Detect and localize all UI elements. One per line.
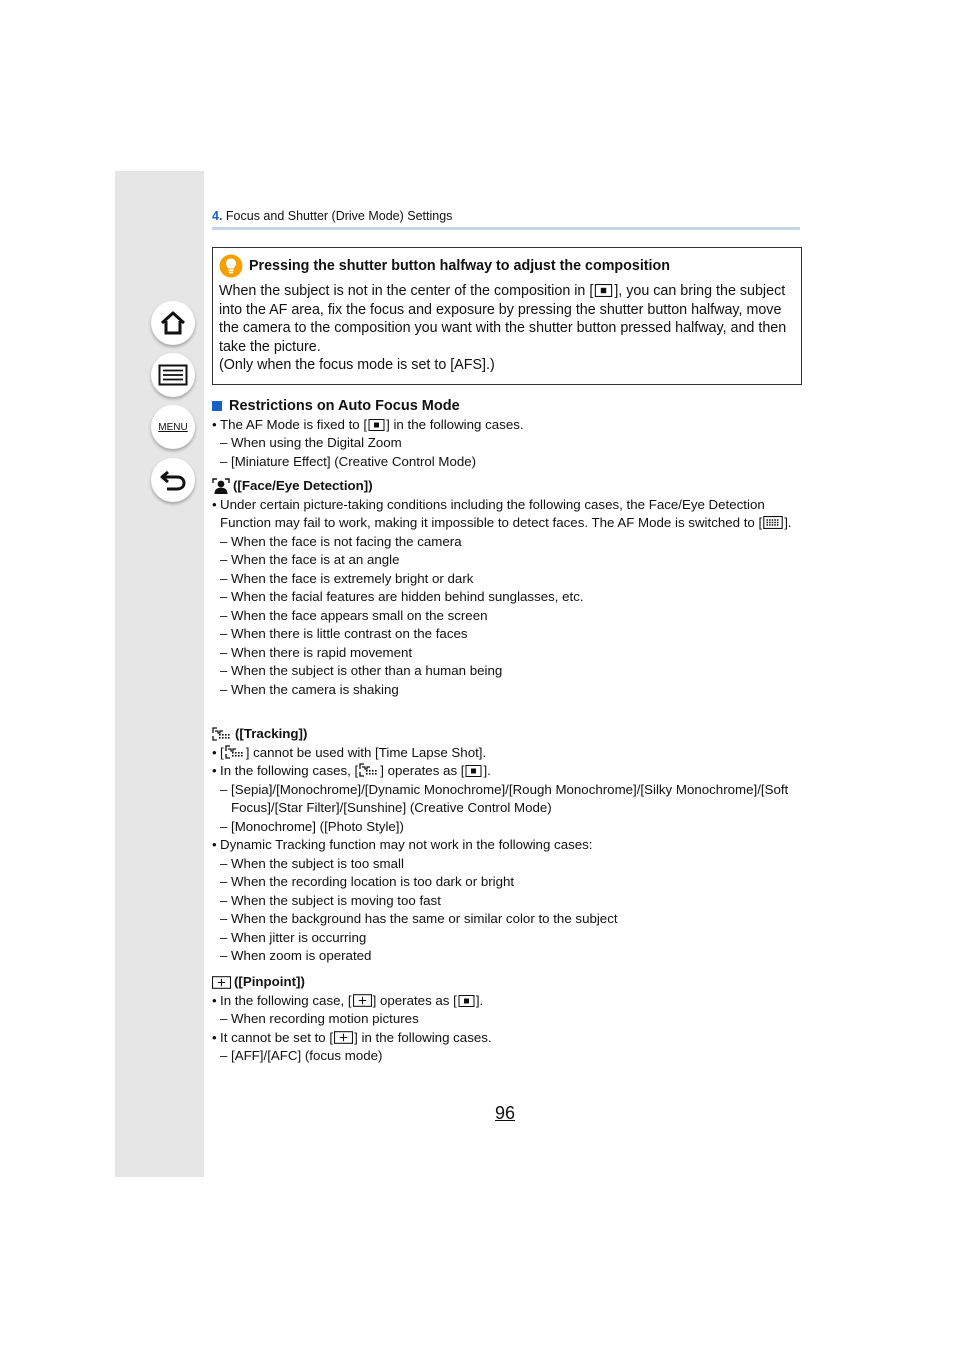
text: In the following cases, [	[220, 763, 359, 778]
home-icon	[159, 310, 187, 336]
text: ] operates as [	[380, 763, 465, 778]
face-detection-icon	[212, 478, 230, 494]
text: ].	[475, 992, 484, 1008]
page-header	[212, 209, 800, 230]
list-item	[212, 416, 800, 435]
sub-item: – [Miniature Effect] (Creative Control Mode)	[212, 453, 800, 472]
sub-item: – When the face is extremely bright or dark	[212, 570, 800, 589]
sub-item: – When zoom is operated	[212, 947, 800, 966]
sub-item: – When the face appears small on the screen	[212, 607, 800, 626]
af-1-area-icon	[458, 995, 475, 1007]
back-arrow-icon	[159, 468, 187, 492]
face-detection-heading	[212, 477, 800, 496]
af-49-area-icon	[763, 516, 783, 529]
af-1-area-icon	[465, 765, 482, 777]
sub-item: – When the subject is other than a human being	[212, 662, 800, 681]
tracking-section	[212, 725, 800, 966]
lightbulb-icon	[219, 254, 243, 278]
tip-title-text: Pressing the shutter button halfway to adjust the composition	[249, 257, 670, 274]
tip-body	[219, 282, 795, 356]
text: The AF Mode is fixed to [	[220, 416, 368, 432]
sub-item: – [AFF]/[AFC] (focus mode)	[212, 1047, 800, 1066]
af-1-area-icon	[594, 284, 613, 297]
sub-item: – When using the Digital Zoom	[212, 434, 800, 453]
text: ] operates as [	[372, 992, 457, 1008]
list-item	[212, 1029, 800, 1048]
tracking-title: ([Tracking])	[235, 726, 308, 741]
list-item	[212, 744, 800, 763]
text: It cannot be set to [	[220, 1029, 334, 1045]
tip-box	[212, 247, 802, 385]
text: ] in the following cases.	[354, 1029, 492, 1045]
face-detection-section	[212, 477, 800, 699]
sub-item: – [Monochrome] ([Photo Style])	[212, 818, 800, 837]
face-detection-title: ([Face/Eye Detection])	[233, 478, 373, 493]
sub-item: – When there is little contrast on the faces	[212, 625, 800, 644]
pinpoint-icon	[334, 1031, 353, 1044]
tip-body-text: ], you can bring the subject into the AF area, fix the focus and exposure by pressing the shutter button halfway, move the camera to the composition you want with the shutter button pressed halfway, and then take the picture.	[219, 283, 787, 355]
restrictions-section	[212, 397, 800, 471]
sub-item: – When the subject is moving too fast	[212, 892, 800, 911]
sub-item: – When recording motion pictures	[212, 1010, 800, 1029]
text: ] in the following cases.	[386, 416, 524, 432]
list-item: • Dynamic Tracking function may not work in the following cases:	[212, 836, 800, 855]
sub-item: – When jitter is occurring	[212, 929, 800, 948]
back-button[interactable]	[151, 458, 195, 502]
sub-item: – When the face is at an angle	[212, 551, 800, 570]
pinpoint-title: ([Pinpoint])	[234, 974, 305, 989]
list-item	[212, 762, 800, 781]
restrictions-heading	[212, 397, 800, 416]
list-icon	[158, 364, 188, 386]
tip-title	[219, 254, 795, 278]
text: [	[220, 744, 224, 760]
tip-note: (Only when the focus mode is set to [AFS].)	[219, 357, 495, 373]
section-marker-icon	[212, 401, 222, 411]
tracking-icon	[225, 745, 245, 759]
chapter-title: Focus and Shutter (Drive Mode) Settings	[225, 209, 453, 223]
sub-item: – When the subject is too small	[212, 855, 800, 874]
list-item	[212, 496, 800, 533]
sub-item: – When the face is not facing the camera	[212, 533, 800, 552]
text: Under certain picture-taking conditions including the following cases, the Face/Eye Detection Function may fail to work, making it impossible to detect faces. The AF Mode is switched to [	[220, 496, 765, 530]
pinpoint-icon	[212, 976, 231, 989]
tracking-icon	[212, 727, 232, 741]
tracking-icon	[359, 763, 379, 777]
af-1-area-icon	[368, 419, 385, 431]
chapter-number: 4.	[212, 209, 223, 223]
sub-item: – When there is rapid movement	[212, 644, 800, 663]
pinpoint-icon	[353, 994, 372, 1007]
tip-body-text: When the subject is not in the center of the composition in [	[219, 283, 594, 299]
tracking-heading	[212, 725, 800, 744]
text: In the following case, [	[220, 992, 352, 1008]
sub-item: – When the background has the same or similar color to the subject	[212, 910, 800, 929]
pinpoint-heading	[212, 973, 800, 992]
text: ].	[483, 763, 491, 778]
restrictions-title: Restrictions on Auto Focus Mode	[229, 398, 460, 414]
menu-label: MENU	[158, 421, 188, 433]
sub-item: – [Sepia]/[Monochrome]/[Dynamic Monochrome]/[Rough Monochrome]/[Silky Monochrome]/[Soft Focus]/[Star Filter]/[Sunshine] (Creative Control Mode)	[212, 781, 800, 818]
menu-button[interactable]	[151, 405, 195, 449]
sub-item: – When the recording location is too dark or bright	[212, 873, 800, 892]
contents-button[interactable]	[151, 353, 195, 397]
text: ] cannot be used with [Time Lapse Shot].	[245, 744, 487, 760]
sub-item: – When the facial features are hidden behind sunglasses, etc.	[212, 588, 800, 607]
sub-item: – When the camera is shaking	[212, 681, 800, 700]
page-number: 96	[494, 1103, 516, 1123]
list-item	[212, 992, 800, 1011]
pinpoint-section	[212, 973, 800, 1066]
text: ].	[784, 515, 792, 530]
home-button[interactable]	[151, 301, 195, 345]
